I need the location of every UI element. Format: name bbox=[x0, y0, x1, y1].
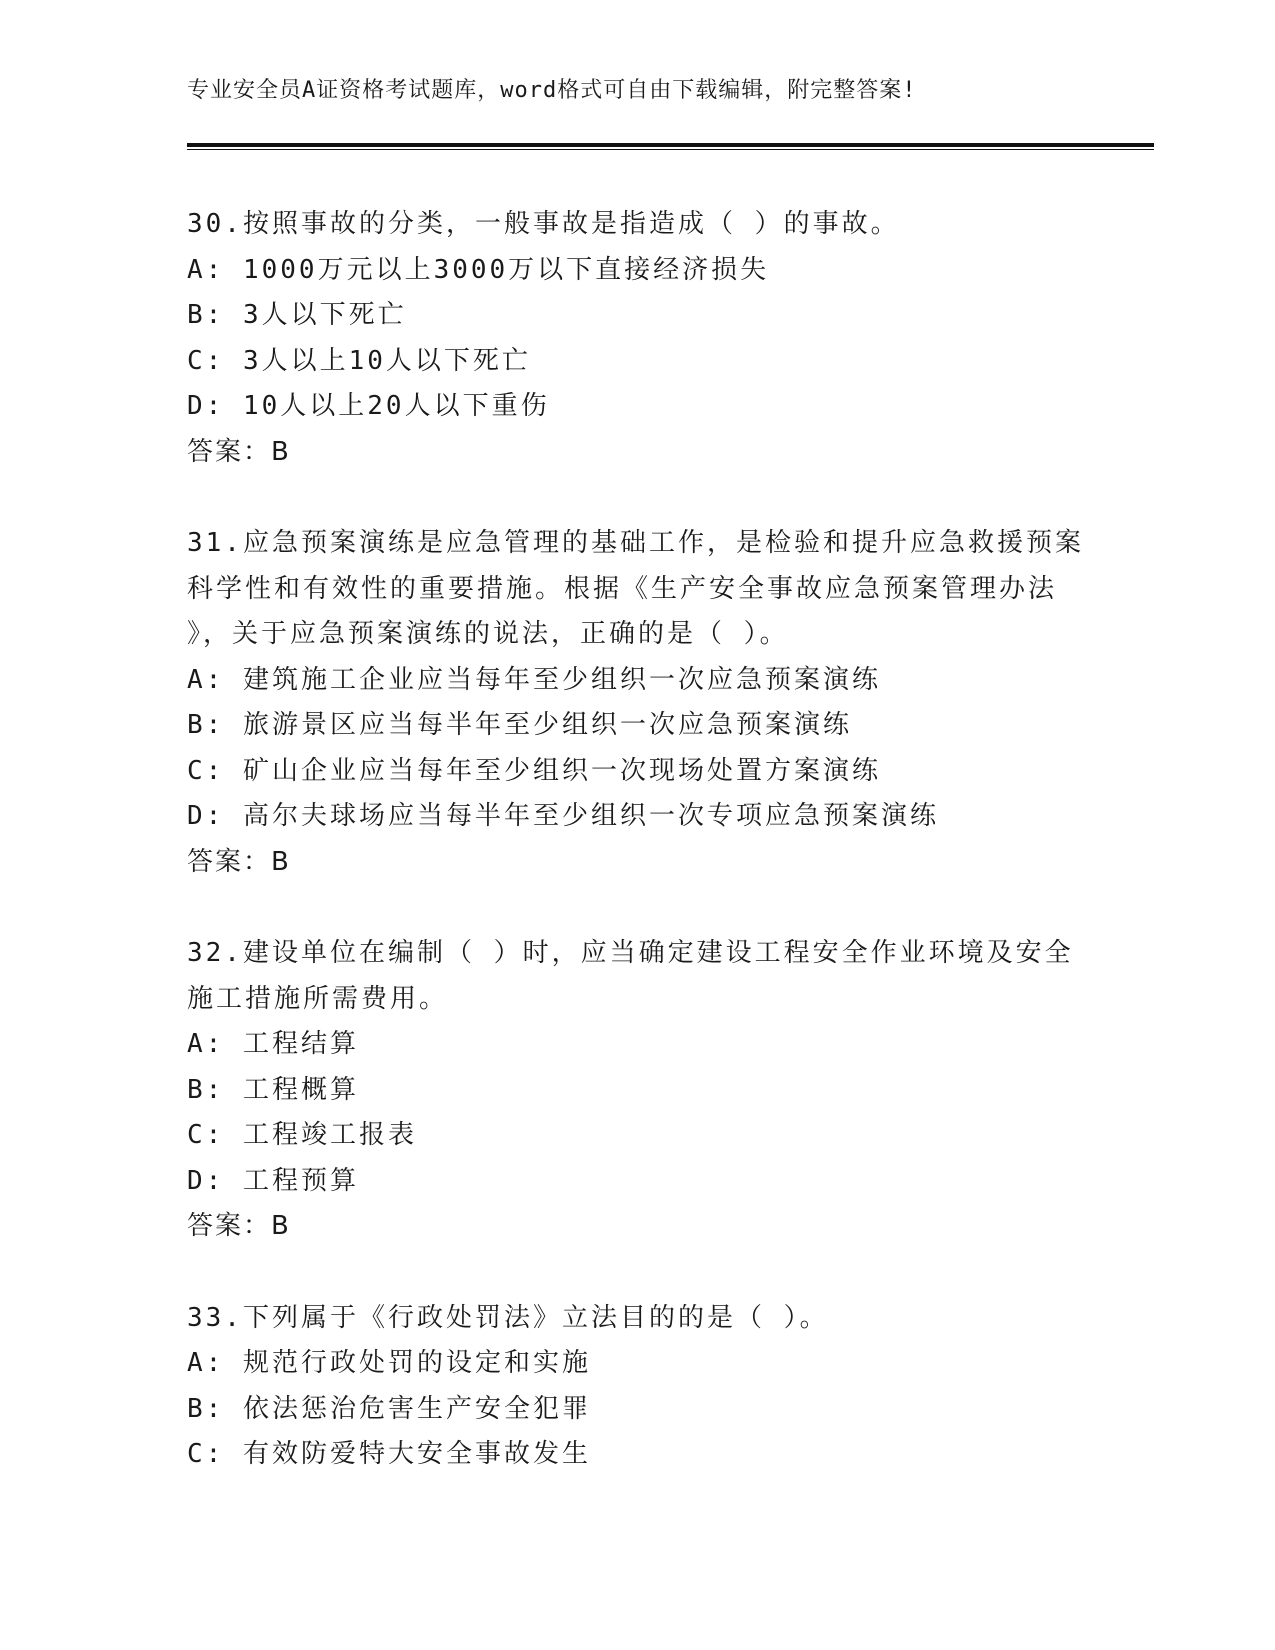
option-d: D: 工程预算 bbox=[187, 1165, 359, 1196]
option-a: A: 工程结算 bbox=[187, 1029, 359, 1059]
question-stem: 施工措施所需费用。 bbox=[187, 983, 449, 1014]
question-stem: 科学性和有效性的重要措施。根据《生产安全事故应急预案管理办法 bbox=[187, 573, 1058, 604]
question-stem: 32.建设单位在编制（ ）时，应当确定建设工程安全作业环境及安全 bbox=[187, 938, 1074, 968]
option-b: B: 工程概算 bbox=[187, 1074, 359, 1105]
option-a: A: 规范行政处罚的设定和实施 bbox=[187, 1348, 591, 1378]
question-stem: 31.应急预案演练是应急管理的基础工作，是检验和提升应急救援预案 bbox=[187, 528, 1084, 558]
option-c: C: 有效防爱特大安全事故发生 bbox=[187, 1439, 591, 1469]
option-a: A: 1000万元以上3000万以下直接经济损失 bbox=[187, 254, 770, 285]
question-list bbox=[187, 202, 1087, 1524]
question-31 bbox=[187, 521, 1087, 885]
option-a: A: 建筑施工企业应当每年至少组织一次应急预案演练 bbox=[187, 664, 881, 695]
header-divider bbox=[187, 143, 1154, 150]
question-stem: 30.按照事故的分类，一般事故是指造成（ ）的事故。 bbox=[187, 209, 900, 239]
option-b: B: 3人以下死亡 bbox=[187, 300, 407, 330]
option-d: D: 10人以上20人以下重伤 bbox=[187, 391, 550, 421]
question-stem: 》，关于应急预案演练的说法，正确的是（ ）。 bbox=[187, 619, 789, 649]
option-d: D: 高尔夫球场应当每半年至少组织一次专项应急预案演练 bbox=[187, 801, 939, 831]
option-b: B: 依法惩治危害生产安全犯罪 bbox=[187, 1393, 591, 1424]
question-32 bbox=[187, 931, 1087, 1250]
question-30 bbox=[187, 202, 1087, 475]
document-header: 专业安全员A证资格考试题库，word格式可自由下载编辑，附完整答案! bbox=[187, 78, 917, 103]
option-b: B: 旅游景区应当每半年至少组织一次应急预案演练 bbox=[187, 710, 852, 740]
option-c: C: 矿山企业应当每年至少组织一次现场处置方案演练 bbox=[187, 755, 881, 786]
question-33 bbox=[187, 1296, 1087, 1478]
answer-label: 答案：B bbox=[187, 846, 291, 877]
option-c: C: 工程竣工报表 bbox=[187, 1120, 417, 1150]
question-stem: 33.下列属于《行政处罚法》立法目的的是（ ）。 bbox=[187, 1302, 829, 1333]
option-c: C: 3人以上10人以下死亡 bbox=[187, 345, 531, 376]
answer-label: 答案：B bbox=[187, 1211, 291, 1241]
answer-label: 答案：B bbox=[187, 436, 291, 467]
